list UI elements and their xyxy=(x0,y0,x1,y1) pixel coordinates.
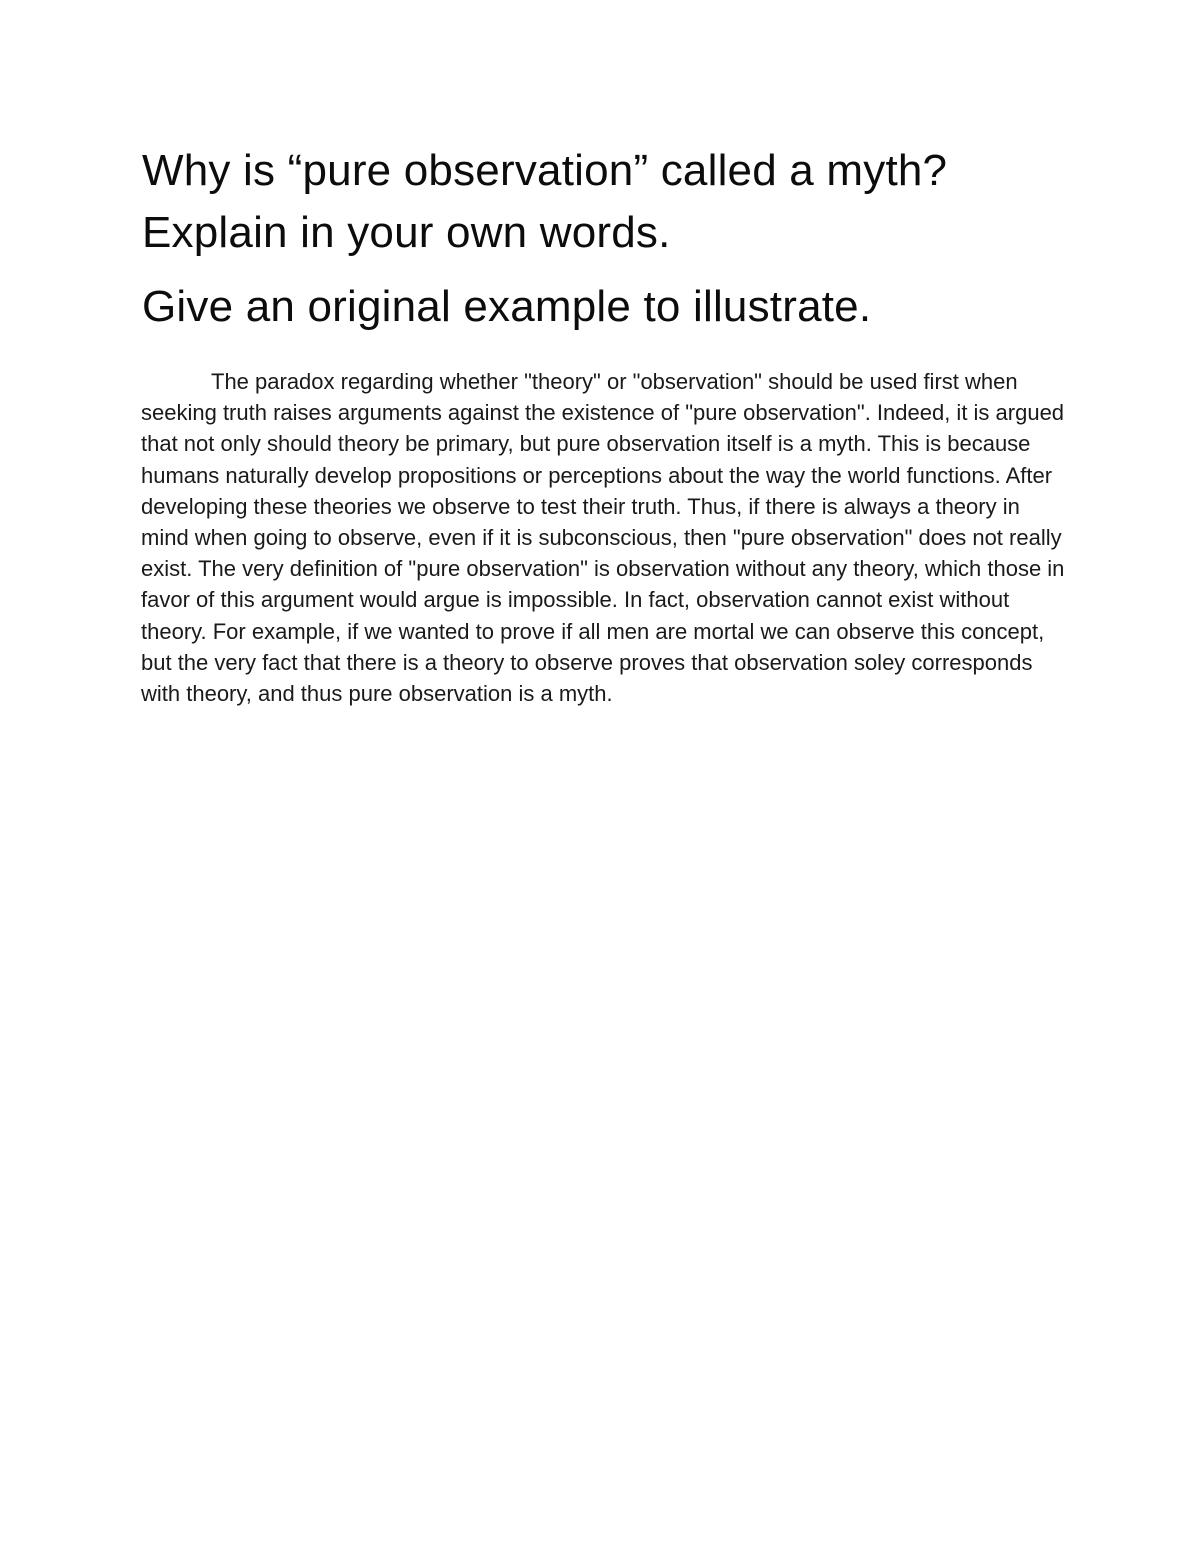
answer-paragraph: The paradox regarding whether "theory" or "observation" should be used first when seeking truth raises arguments against the existence of "pure observation". Indeed, it is argued that not only should theory be primary, but pure observation itself is a myth. This is because humans naturally develop propositions or perceptions about the way the world functions. After developing these theories we observe to test their truth. Thus, if there is always a theory in mind when going to observe, even if it is subconscious, then "pure observation" does not really exist. The very definition of "pure observation" is observation without any theory, which those in favor of this argument would argue is impossible. In fact, observation cannot exist without theory. For example, if we wanted to prove if all men are mortal we can observe this concept, but the very fact that there is a theory to observe proves that observation soley corresponds with theory, and thus pure observation is a myth. xyxy=(141,369,1065,707)
question-line-2: Explain in your own words. xyxy=(142,208,671,257)
question-line-1: Why is “pure observation” called a myth? xyxy=(142,146,948,195)
question-line-3: Give an original example to illustrate. xyxy=(142,282,872,331)
question-heading xyxy=(142,140,1082,338)
